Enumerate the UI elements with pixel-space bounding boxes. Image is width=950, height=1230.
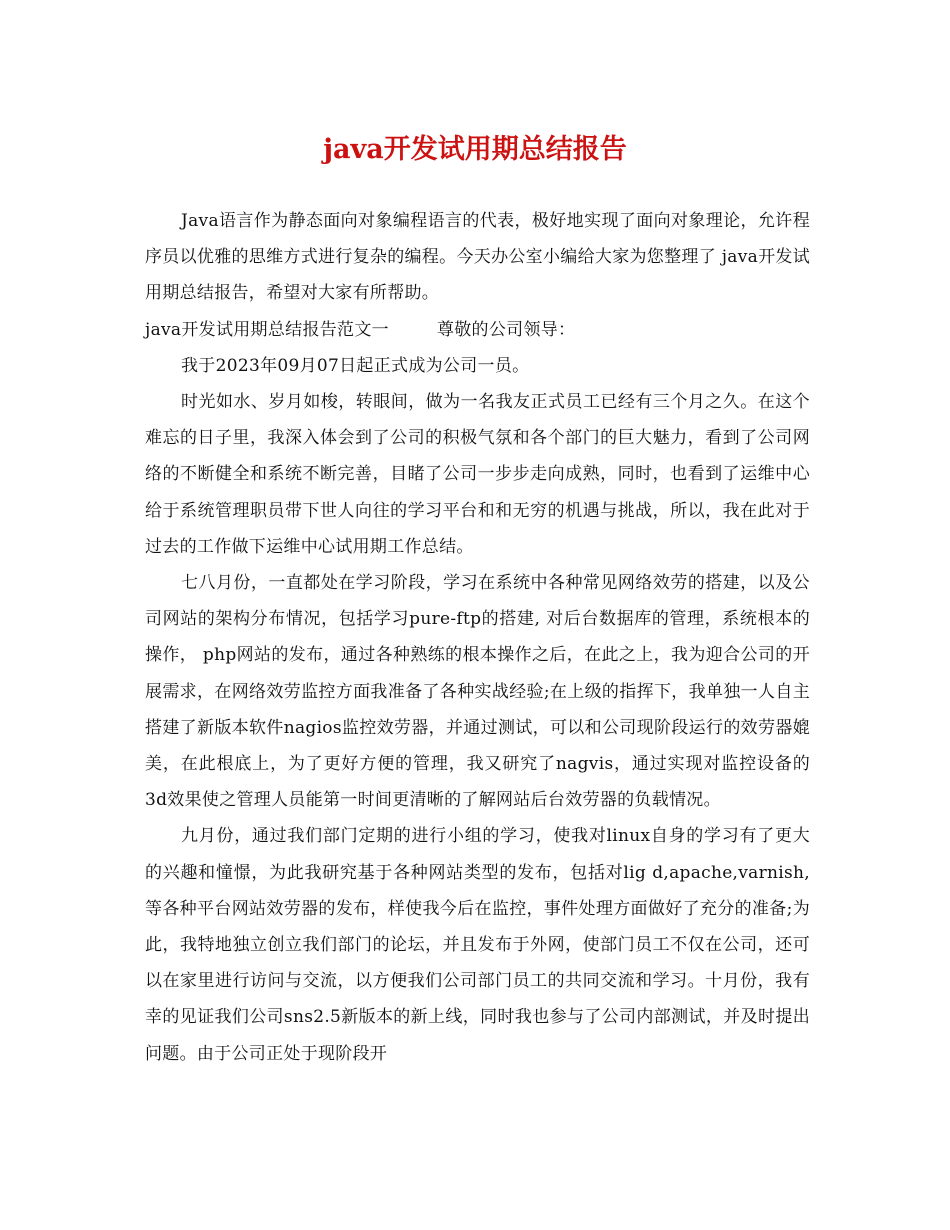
body-paragraph-4: 九月份，通过我们部门定期的进行小组的学习，使我对linux自身的学习有了更大的兴趣和憧憬，为此我研究基于各种网站类型的发布，包括对lig d,apache,varnish,等各种平台网站效劳器的发布，样使我今后在监控，事件处理方面做好了充分的准备;为此，我特地独立创立我们部门的论坛，并且发布于外网，使部门员工不仅在公司，还可以在家里进行访问与交流，以方便我们公司部门员工的共同交流和学习。十月份，我有幸的见证我们公司sns2.5新版本的新上线，同时我也参与了公司内部测试，并及时提出问题。由于公司正处于现阶段开 [145,826,810,1064]
section-title: java开发试用期总结报告范文一 [145,319,389,340]
body-paragraph-2: 时光如水、岁月如梭，转眼间，做为一名我友正式员工已经有三个月之久。在这个难忘的日子里，我深入体会到了公司的积极气氛和各个部门的巨大魅力，看到了公司网络的不断健全和系统不断完善，目睹了公司一步步走向成熟，同时，也看到了运维中心给于系统管理职员带下世人向往的学习平台和和无穷的机遇与挑战，所以，我在此对于过去的工作做下运维中心试用期工作总结。 [145,392,810,557]
salutation: 尊敬的公司领导： [436,319,576,340]
body-paragraph-1: 我于2023年09月07日起正式成为公司一员。 [181,355,530,376]
document-title: java开发试用期总结报告 [323,134,627,165]
intro-paragraph: Java语言作为静态面向对象编程语言的代表，极好地实现了面向对象理论，允许程序员以优雅的思维方式进行复杂的编程。今天办公室小编给大家为您整理了 java开发试用期总结报告，希望对大家有所帮助。 [145,211,810,304]
section-heading-line [145,312,810,348]
document-body [145,203,810,1072]
body-paragraph-3: 七八月份，一直都处在学习阶段，学习在系统中各种常见网络效劳的搭建，以及公司网站的架构分布情况，包括学习pure-ftp的搭建, 对后台数据库的管理，系统根本的操作， php网站的发布，通过各种熟练的根本操作之后，在此之上，我为迎合公司的开展需求，在网络效劳监控方面我准备了各种实战经验;在上级的指挥下，我单独一人自主搭建了新版本软件nagios监控效劳器，并通过测试，可以和公司现阶段运行的效劳器媲美，在此根底上，为了更好方便的管理，我又研究了nagvis，通过实现对监控设备的3d效果使之管理人员能第一时间更清晰的了解网站后台效劳器的负载情况。 [145,573,810,811]
